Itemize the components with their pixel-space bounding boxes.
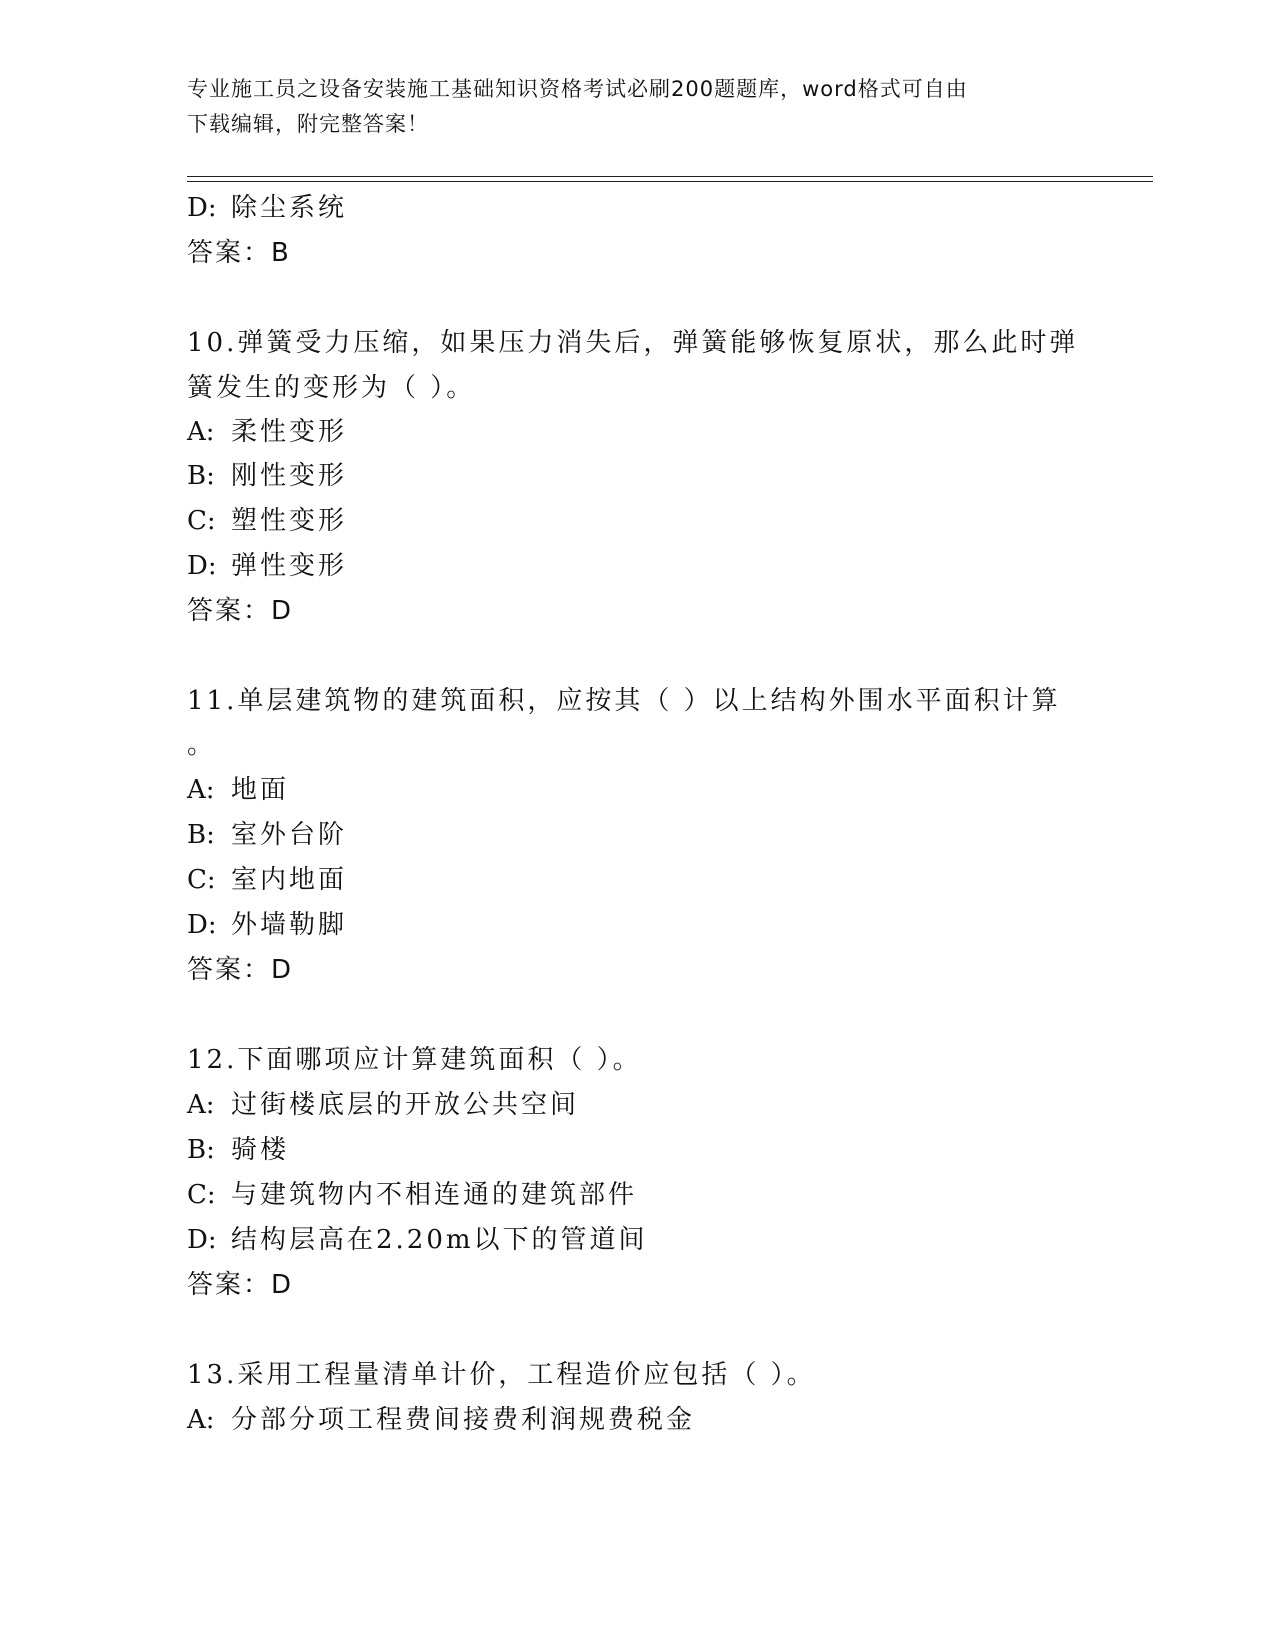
q12-stem-line-1: 12.下面哪项应计算建筑面积（ ）。 bbox=[187, 1045, 642, 1075]
q11-stem-line-2: 。 bbox=[187, 730, 217, 760]
q12-option-d: D: 结构层高在2.20m以下的管道间 bbox=[187, 1225, 648, 1255]
q10-option-a: A: 柔性变形 bbox=[187, 417, 348, 447]
header-divider-bottom bbox=[187, 181, 1153, 182]
header-line-2: 下载编辑，附完整答案！ bbox=[187, 112, 429, 136]
prev-answer: 答案：B bbox=[187, 238, 291, 268]
header-line-1: 专业施工员之设备安装施工基础知识资格考试必刷200题题库，word格式可自由 bbox=[187, 77, 968, 101]
q10-option-b: B: 刚性变形 bbox=[187, 461, 348, 491]
q11-answer: 答案：D bbox=[187, 955, 294, 985]
q13-option-a: A: 分部分项工程费间接费利润规费税金 bbox=[187, 1405, 696, 1435]
q11-stem-line-1: 11.单层建筑物的建筑面积，应按其（ ）以上结构外围水平面积计算 bbox=[187, 686, 1061, 716]
q12-option-b: B: 骑楼 bbox=[187, 1135, 290, 1165]
prev-option-d: D: 除尘系统 bbox=[187, 193, 348, 223]
q11-option-d: D: 外墙勒脚 bbox=[187, 910, 348, 940]
q10-stem-line-2: 簧发生的变形为（ ）。 bbox=[187, 373, 476, 403]
q10-stem-line-1: 10.弹簧受力压缩，如果压力消失后，弹簧能够恢复原状，那么此时弹 bbox=[187, 328, 1079, 358]
q10-answer: 答案：D bbox=[187, 596, 294, 626]
header-divider-top bbox=[187, 176, 1153, 177]
q11-option-c: C: 室内地面 bbox=[187, 865, 348, 895]
q11-option-a: A: 地面 bbox=[187, 775, 290, 805]
q10-option-d: D: 弹性变形 bbox=[187, 551, 348, 581]
q13-stem-line-1: 13.采用工程量清单计价，工程造价应包括（ ）。 bbox=[187, 1360, 816, 1390]
q12-option-c: C: 与建筑物内不相连通的建筑部件 bbox=[187, 1180, 638, 1210]
q10-option-c: C: 塑性变形 bbox=[187, 506, 348, 536]
q12-answer: 答案：D bbox=[187, 1270, 294, 1300]
q11-option-b: B: 室外台阶 bbox=[187, 820, 348, 850]
document-header bbox=[187, 72, 1067, 142]
q12-option-a: A: 过街楼底层的开放公共空间 bbox=[187, 1090, 580, 1120]
